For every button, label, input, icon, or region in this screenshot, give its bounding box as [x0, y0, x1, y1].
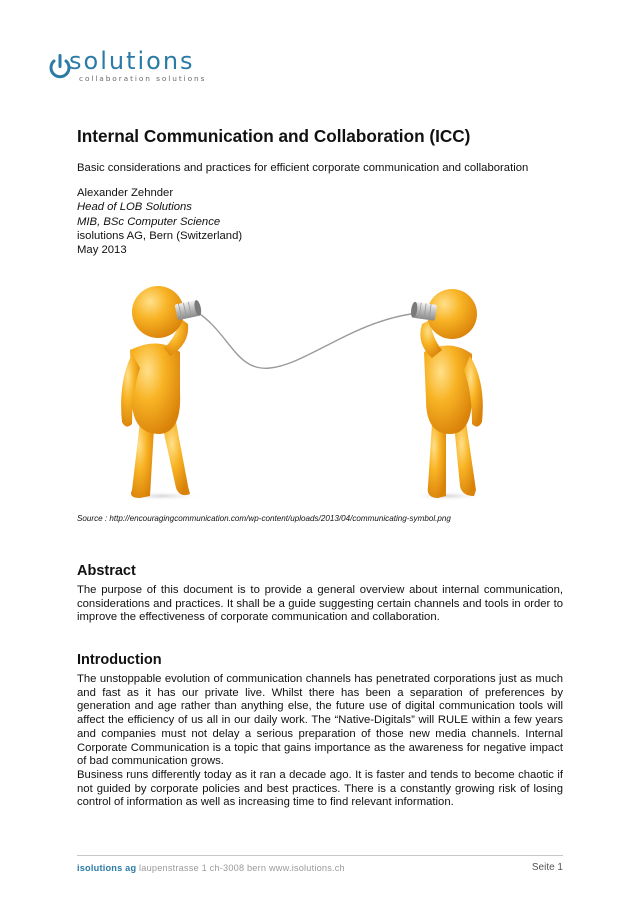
- footer-divider: [77, 855, 563, 856]
- author-block: [77, 186, 242, 257]
- introduction-paragraph-1: The unstoppable evolution of communication channels has penetrated corporations just as much and fast as it has our private live. Whilst there has been a separation of preferences by generation and age rather than anything else, the future use of digital communication tools will affect the efficiency of us all in our daily work. The “Native-Digitals” will RULE within a few years and companies must not delay a serious preparation of those new media channels. Internal Corporate Communication is a topic that gains importance as the awareness for negative impact of bad communication grows.: [77, 673, 563, 768]
- introduction-heading: Introduction: [77, 652, 162, 668]
- logo-tagline: collaboration solutions: [79, 74, 207, 83]
- abstract-paragraph: The purpose of this document is to provide a general overview about internal communication, considerations and practices. It shall be a guide suggesting certain channels and tools in order to improve the effectiveness of corporate communication and collaboration.: [77, 584, 563, 624]
- company-logo: [47, 48, 217, 84]
- document-title: Internal Communication and Collaboration (ICC): [77, 126, 471, 146]
- left-figure: [120, 286, 204, 501]
- abstract-heading: Abstract: [77, 563, 136, 579]
- document-date: May 2013: [77, 244, 127, 257]
- footer-address: [77, 863, 345, 873]
- image-source-caption: Source : http://encouragingcommunication.com/wp-content/uploads/2013/04/communicating-symbol.png: [77, 514, 451, 523]
- right-figure: [410, 289, 486, 501]
- introduction-paragraph-2: Business runs differently today as it ran a decade ago. It is faster and tends to become chaotic if not guided by corporate policies and best practices. There is a constantly growing risk of losing control of information as well as increasing time to find relevant information.: [77, 768, 563, 809]
- tin-can-telephone-figures: [110, 272, 490, 504]
- author-name: Alexander Zehnder: [77, 187, 174, 199]
- author-role: Head of LOB Solutions: [77, 201, 192, 214]
- logo-wordmark: solutions: [69, 47, 195, 75]
- author-company: isolutions AG, Bern (Switzerland): [77, 229, 243, 242]
- footer-address-text: laupenstrasse 1 ch-3008 bern www.isolutions.ch: [139, 863, 345, 873]
- document-subtitle: Basic considerations and practices for efficient corporate communication and collaboration: [77, 162, 529, 174]
- introduction-text: [77, 673, 563, 810]
- telephone-string: [194, 310, 432, 368]
- abstract-text: [77, 584, 563, 625]
- footer-company: isolutions ag: [77, 863, 137, 873]
- author-degree: MIB, BSc Computer Science: [77, 215, 221, 228]
- page-number: Seite 1: [531, 862, 563, 873]
